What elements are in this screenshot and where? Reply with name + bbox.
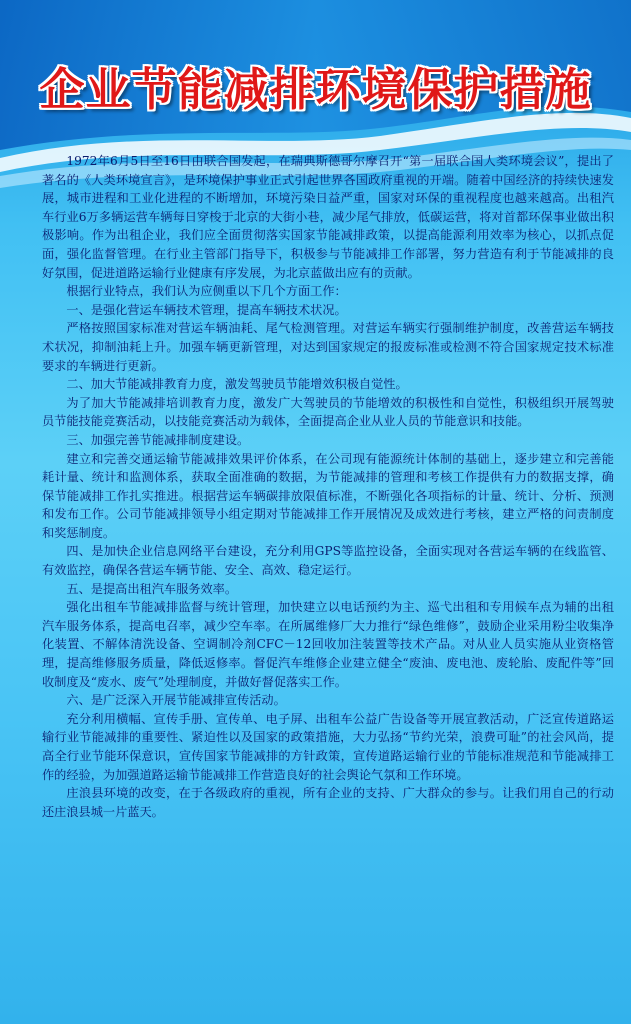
section-4-paragraph: 四、是加快企业信息网络平台建设，充分利用GPS等监控设备，全面实现对各营运车辆的在线监管、有效监控，确保各营运车辆节能、安全、高效、稳定运行。: [42, 544, 614, 578]
section-body-3: 建立和完善交通运输节能减排效果评价体系，在公司现有能源统计体制的基础上，逐步建立和完善能耗计量、统计和监测体系，获取全面准确的数据，为节能减排的管理和考核工作提供有力的数据支撑，确保节能减排工作扎实推进。根据营运车辆碳排放限值标准，不断强化各项指标的计量、统计、分析、预测和发布工作。公司节能减排领导小组定期对节能减排工作开展情况及成效进行考核，建立严格的问责制度和奖惩制度。: [42, 451, 614, 540]
section-heading-5: 五、是提高出租汽车服务效率。: [66, 581, 238, 596]
intro-paragraph: 1972年6月5日至16日由联合国发起，在瑞典斯德哥尔摩召开“第一届联合国人类环境会议”，提出了著名的《人类环境宣言》，是环境保护事业正式引起世界各国政府重视的开端。随着中国经济的持续快速发展，城市进程和工业化进程的不断增加，环境污染日益严重，国家对环保的重视程度也越来越高。出租汽车行业6万多辆运营车辆每日穿梭于北京的大街小巷，减少尾气排放，低碳运营，将对首都环保事业做出积极影响。作为出租企业，我们应全面贯彻落实国家节能减排政策，以提高能源利用效率为核心，以抓点促面，强化监督管理。在行业主管部门指导下，积极参与节能减排工作部署，努力营造有利于节能减排的良好氛围，促进道路运输行业健康有序发展，为北京蓝做出应有的贡献。: [42, 154, 614, 280]
section-heading-6: 六、是广泛深入开展节能减排宣传活动。: [66, 693, 286, 708]
section-heading-1: 一、是强化营运车辆技术管理，提高车辆技术状况。: [66, 302, 347, 317]
section-body-6: 充分利用横幅、宣传手册、宣传单、电子屏、出租车公益广告设备等开展宣教活动，广泛宣传道路运输行业节能减排的重要性、紧迫性以及国家的政策措施，大力弘扬“节约光荣，浪费可耻”的社会风尚，提高全行业节能环保意识，宣传国家节能减排的方针政策，宣传道路运输行业的节能标准规范和节能减排工作的经验，为加强道路运输节能减排工作营造良好的社会舆论气氛和工作环境。: [42, 711, 614, 782]
section-body-2: 为了加大节能减排培训教育力度，激发广大驾驶员的节能增效的积极性和自觉性，积极组织开展驾驶员节能技能竞赛活动，以技能竞赛活动为载体，全面提高企业从业人员的节能意识和技能。: [42, 395, 614, 429]
poster-title: 企业节能减排环境保护措施: [39, 63, 592, 116]
closing-paragraph: 庄浪县环境的改变，在于各级政府的重视，所有企业的支持、广大群众的参与。让我们用自己的行动还庄浪县城一片蓝天。: [42, 786, 614, 819]
section-body-1: 严格按照国家标准对营运车辆油耗、尾气检测管理。对营运车辆实行强制维护制度，改善营运车辆技术状况，抑制油耗上升。加强车辆更新管理，对达到国家规定的报废标准或检测不符合国家规定技术标准要求的车辆进行更新。: [42, 321, 614, 373]
article-body: [42, 152, 614, 821]
section-heading-2: 二、加大节能减排教育力度，激发驾驶员节能增效积极自觉性。: [66, 377, 408, 392]
section-body-5: 强化出租车节能减排监督与统计管理，加快建立以电话预约为主、巡弋出租和专用候车点为辅的出租汽车服务体系，提高电召率，减少空车率。在所属维修厂大力推行“绿色维修”，鼓励企业采用粉尘收集净化装置、不解体清洗设备、空调制冷剂CFC－12回收加注装置等技术产品。对从业人员实施从业资格管理，提高维修服务质量，降低返修率。督促汽车维修企业建立健全“废油、废电池、废轮胎、废配件等”回收制度及“废水、废气”处理制度，并做好督促落实工作。: [42, 600, 614, 689]
lead-in-paragraph: 根据行业特点，我们认为应侧重以下几个方面工作：: [66, 284, 347, 299]
section-heading-3: 三、加强完善节能减排制度建设。: [66, 432, 250, 447]
